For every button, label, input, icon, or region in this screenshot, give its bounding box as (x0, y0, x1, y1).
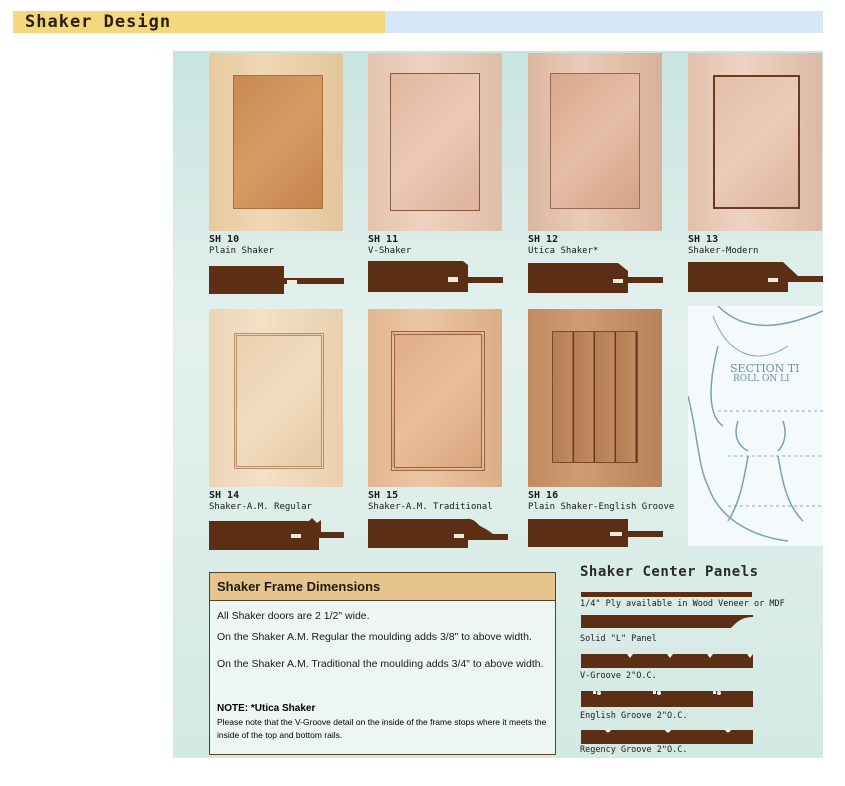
panel-profile-english-groove (581, 691, 753, 707)
dimension-text: On the Shaker A.M. Traditional the moulding adds 3/4" to above width. (217, 658, 544, 670)
door-name: V-Shaker (368, 246, 412, 256)
door-image-sh13 (688, 53, 822, 231)
sketch-label: ROLL ON LI (733, 374, 790, 384)
panel-profile-solid-l (581, 615, 753, 629)
door-name: Utica Shaker* (528, 246, 599, 256)
panel-label: Regency Groove 2"O.C. (580, 745, 688, 755)
frame-profile-sh16 (528, 517, 663, 549)
frame-profile-sh15 (368, 516, 508, 550)
center-panels-title: Shaker Center Panels (580, 564, 759, 580)
door-code: SH 16 (528, 490, 559, 501)
note-title: NOTE: *Utica Shaker (217, 703, 316, 714)
catalog-panel (173, 51, 823, 758)
frame-profile-sh14 (209, 518, 344, 552)
dimension-text: On the Shaker A.M. Regular the moulding adds 3/8" to above width. (217, 631, 532, 643)
frame-profile-sh13 (688, 260, 823, 294)
dimensions-title: Shaker Frame Dimensions (217, 579, 381, 594)
panel-profile-regency-groove (581, 730, 753, 744)
door-image-sh16 (528, 309, 662, 487)
panel-profile-ply (581, 592, 752, 597)
dimensions-header (210, 573, 555, 601)
panel-profile-v-groove (581, 654, 753, 668)
door-image-sh10 (209, 53, 343, 231)
frame-profile-sh10 (209, 264, 344, 296)
door-code: SH 13 (688, 234, 719, 245)
panel-label: V-Groove 2"O.C. (580, 671, 657, 681)
door-code: SH 12 (528, 234, 559, 245)
door-name: Plain Shaker-English Groove (528, 502, 675, 512)
sketch-label: SECTION TI (730, 362, 800, 375)
header-bar (13, 11, 823, 33)
section-sketch (688, 306, 823, 546)
door-image-sh15 (368, 309, 502, 487)
frame-profile-sh12 (528, 261, 663, 295)
door-code: SH 10 (209, 234, 240, 245)
panel-label: English Groove 2"O.C. (580, 711, 688, 721)
door-code: SH 14 (209, 490, 240, 501)
page-title: Shaker Design (25, 12, 172, 32)
door-name: Shaker-Modern (688, 246, 759, 256)
door-image-sh11 (368, 53, 502, 231)
frame-profile-sh11 (368, 259, 503, 295)
panel-label: 1/4" Ply available in Wood Veneer or MDF (580, 599, 785, 609)
door-image-sh12 (528, 53, 662, 231)
panel-label: Solid "L" Panel (580, 634, 657, 644)
frame-dimensions-box (209, 572, 556, 755)
door-code: SH 15 (368, 490, 399, 501)
note-text: Please note that the V-Groove detail on the inside of the frame stops where it meets the inside of the top and bottom rails. (217, 717, 547, 740)
door-image-sh14 (209, 309, 343, 487)
door-name: Shaker-A.M. Traditional (368, 502, 493, 512)
door-name: Shaker-A.M. Regular (209, 502, 312, 512)
dimension-text: All Shaker doors are 2 1/2" wide. (217, 610, 370, 622)
door-name: Plain Shaker (209, 246, 275, 256)
door-code: SH 11 (368, 234, 399, 245)
